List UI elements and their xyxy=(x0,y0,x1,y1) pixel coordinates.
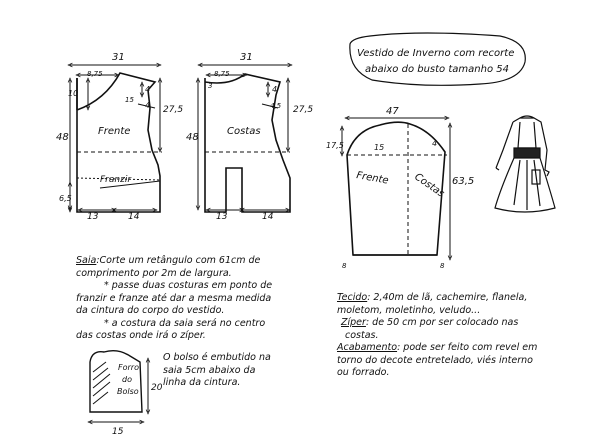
sleeve-cuff-left: 8 xyxy=(342,262,347,270)
front-hem-left: 6,5 xyxy=(59,194,72,203)
front-shoulder-left: 8,75 xyxy=(87,70,103,78)
front-gather-label: Franzir xyxy=(100,175,132,185)
back-shoulder-drop: 4 xyxy=(272,85,278,94)
front-bottom-b: 14 xyxy=(128,212,140,222)
dress-illustration xyxy=(495,116,555,212)
pocket-note-3: linha da cintura. xyxy=(163,377,241,388)
pocket-label-3: Bolso xyxy=(117,387,139,396)
sleeve-label-front: Frente xyxy=(355,170,390,187)
zipper-text-2: costas. xyxy=(345,329,379,341)
title-line-1: Vestido de Inverno com recorte xyxy=(357,48,515,59)
skirt-line-1: :Corte um retângulo com 61cm de xyxy=(96,255,261,266)
finish-text: : pode ser feito com revel em xyxy=(397,342,538,353)
skirt-line-5: da cintura do corpo do vestido. xyxy=(76,305,225,316)
pocket-piece xyxy=(90,351,142,412)
fabric-text: : 2,40m de lã, cachemire, flanela, xyxy=(367,292,528,303)
front-width-top: 31 xyxy=(112,52,125,63)
front-bottom-a: 13 xyxy=(87,212,99,222)
skirt-line-2: comprimento por 2m de largura. xyxy=(76,267,232,279)
zipper-label: Zíper xyxy=(341,317,366,328)
sleeve-width: 47 xyxy=(386,106,399,117)
zipper-text: : de 50 cm por ser colocado nas xyxy=(365,317,519,328)
back-shoulder-left: 8,75 xyxy=(214,70,230,78)
title-line-2: abaixo do busto tamanho 54 xyxy=(365,64,509,75)
back-bottom-a: 13 xyxy=(216,212,228,222)
sleeve-cap-left: 15 xyxy=(374,143,385,152)
front-dart-size: 4 xyxy=(145,101,151,110)
skirt-line-6: * a costura da saia será no centro xyxy=(104,317,266,329)
skirt-line-3: * passe duas costuras em ponto de xyxy=(104,280,273,291)
back-neck-drop: 3 xyxy=(208,82,213,90)
skirt-notes xyxy=(76,255,272,343)
pocket-height: 20 xyxy=(151,383,163,393)
pocket-note-1: O bolso é embutido na xyxy=(163,352,271,363)
pocket-note-2: saia 5cm abaixo da xyxy=(163,364,256,376)
pocket-label-1: Forro xyxy=(118,363,139,372)
pocket-width: 15 xyxy=(112,427,124,437)
pocket-label-2: do xyxy=(122,375,132,384)
front-label: Frente xyxy=(98,126,131,137)
back-height: 48 xyxy=(186,132,199,143)
fabric-label: Tecido xyxy=(337,292,368,303)
sleeve-cap-right: 4 xyxy=(432,139,438,148)
back-label: Costas xyxy=(227,126,261,137)
sleeve-cuff-right: 8 xyxy=(440,262,445,270)
sleeve-cap-height: 17,5 xyxy=(326,141,344,150)
back-side-height: 27,5 xyxy=(293,105,314,115)
skirt-label: Saia xyxy=(76,255,97,266)
back-width-top: 31 xyxy=(240,52,253,63)
title-bubble xyxy=(350,33,525,85)
finish-text-2: torno do decote entretelado, viés interno xyxy=(337,354,533,366)
front-side-height: 27,5 xyxy=(163,105,184,115)
finish-label: Acabamento xyxy=(337,342,398,353)
sleeve-label-back: Costas xyxy=(412,171,447,200)
skirt-line-4: franzir e franze até dar a mesma medida xyxy=(76,292,272,304)
materials-notes xyxy=(337,292,537,380)
sleeve-length: 63,5 xyxy=(452,176,475,187)
back-bottom-b: 14 xyxy=(262,212,274,222)
front-shoulder-drop: 4 xyxy=(145,85,151,94)
front-height: 48 xyxy=(56,132,69,143)
front-neck-drop: 10 xyxy=(68,89,79,98)
finish-text-3: ou forrado. xyxy=(337,367,390,378)
pocket-note xyxy=(163,352,271,390)
back-bodice-piece xyxy=(205,74,290,212)
skirt-line-7: das costas onde irá o zíper. xyxy=(76,330,206,341)
front-dart-line: 15 xyxy=(125,96,134,104)
fabric-text-2: moletom, moletinho, veludo... xyxy=(337,304,481,316)
back-dart-size: 4,5 xyxy=(270,102,282,110)
